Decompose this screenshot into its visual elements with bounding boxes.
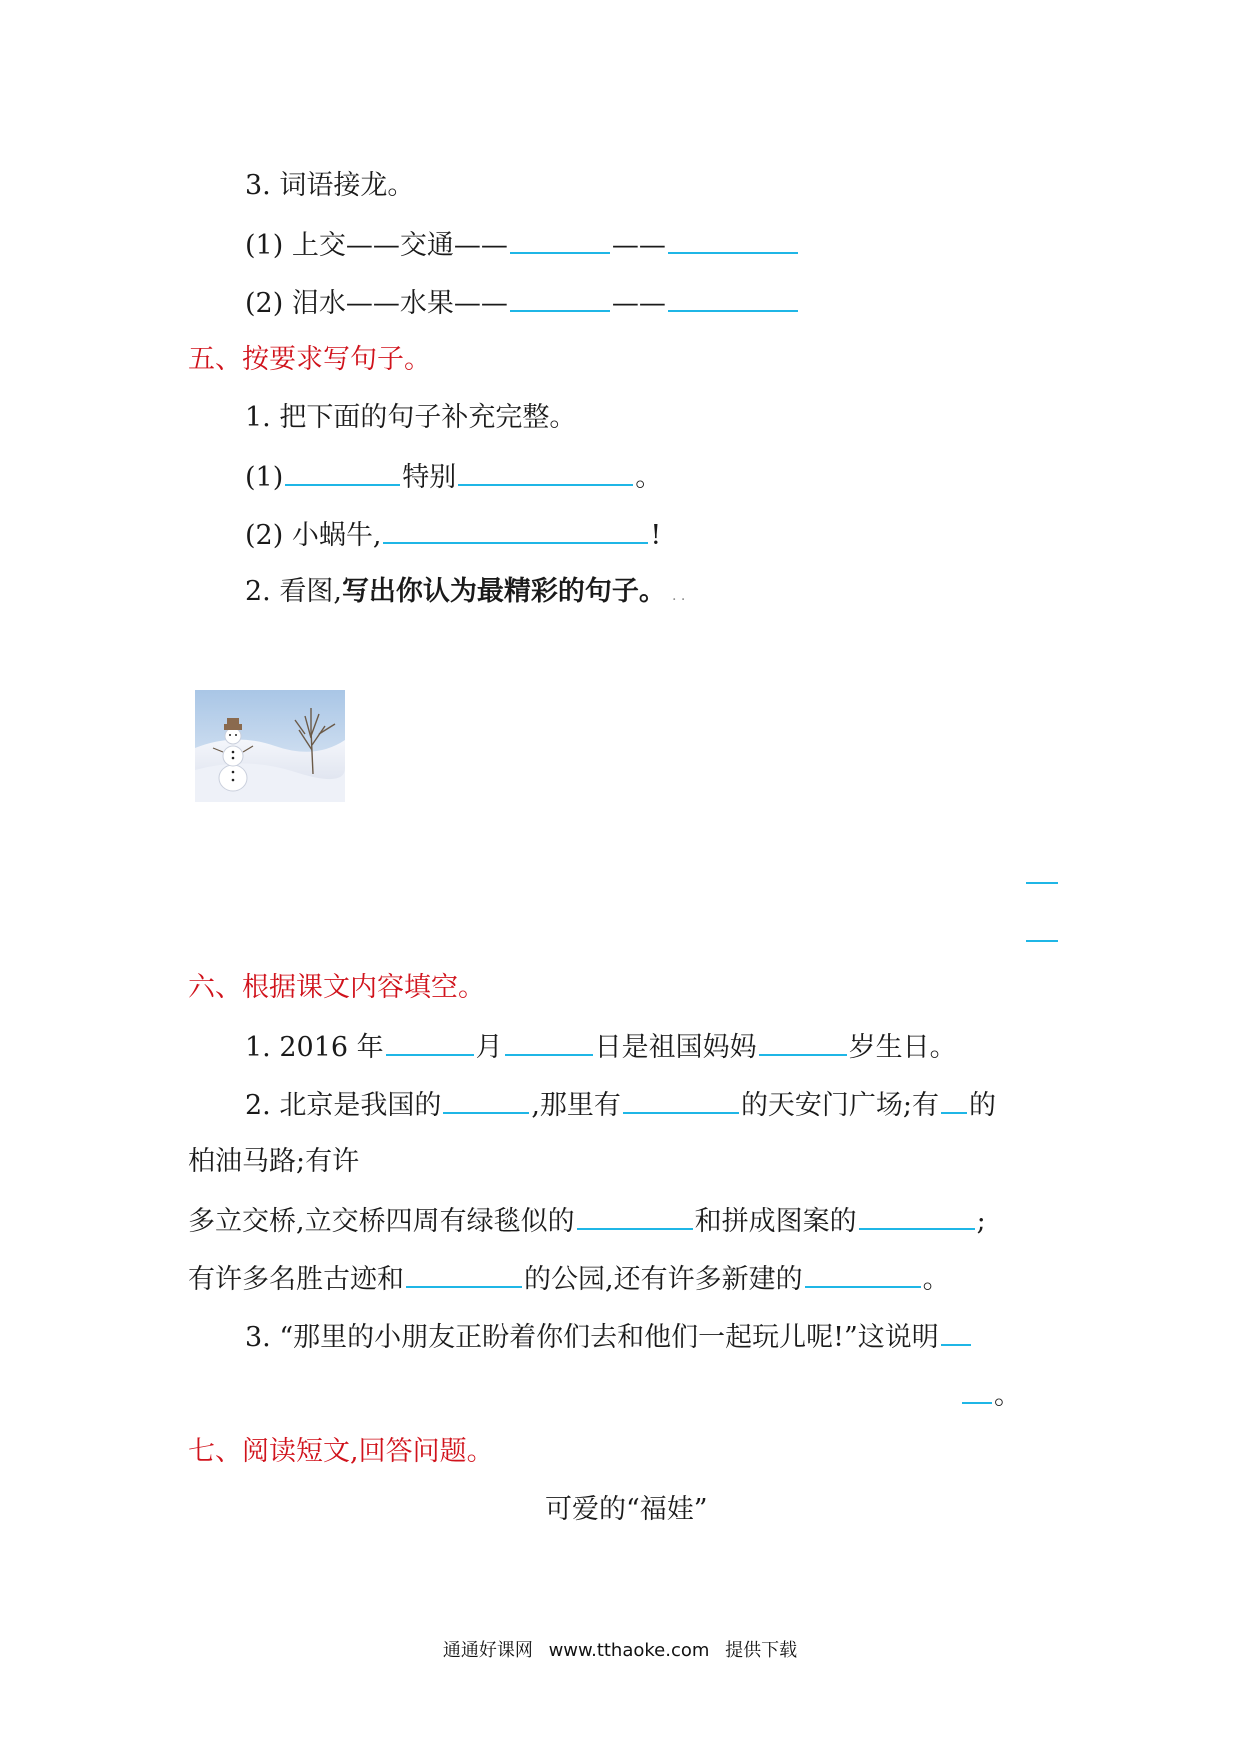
- answer-blank[interactable]: [458, 456, 633, 486]
- dash-text: ——: [611, 288, 666, 319]
- question-text: (2) 小蜗牛,: [245, 520, 382, 551]
- question-4-3-1: [245, 224, 800, 266]
- answer-blank[interactable]: [285, 456, 400, 486]
- answer-blank[interactable]: [1026, 882, 1058, 884]
- question-6-3-end: [960, 1374, 1021, 1416]
- question-4-3: 3. 词语接龙。: [245, 170, 415, 201]
- question-text: 。: [994, 1380, 1021, 1411]
- question-text-bold: 写出你认为最精彩的句子。: [341, 576, 666, 607]
- answer-blank[interactable]: [962, 1374, 992, 1404]
- answer-blank[interactable]: [805, 1258, 921, 1288]
- footer-url[interactable]: www.tthaoke.com: [548, 1640, 710, 1661]
- snowman-picture: [195, 690, 345, 802]
- answer-blank[interactable]: [668, 282, 798, 312]
- answer-blank[interactable]: [1026, 940, 1058, 942]
- answer-blank[interactable]: [443, 1084, 529, 1114]
- question-text: 多立交桥,立交桥四周有绿毯似的: [188, 1206, 575, 1237]
- question-6-3: [245, 1316, 973, 1358]
- page-footer: [0, 1636, 1240, 1662]
- dash-text: ——: [611, 230, 666, 261]
- answer-blank[interactable]: [623, 1084, 739, 1114]
- snowman-scene-image: [195, 690, 345, 802]
- question-6-2: [245, 1084, 996, 1126]
- section-7-heading: 七、阅读短文,回答问题。: [188, 1436, 494, 1467]
- question-6-1: [245, 1026, 957, 1068]
- question-text: 和拼成图案的: [694, 1206, 857, 1237]
- question-text: ;: [976, 1206, 986, 1237]
- answer-blank[interactable]: [383, 514, 648, 544]
- answer-blank[interactable]: [941, 1084, 967, 1114]
- answer-blank[interactable]: [859, 1200, 975, 1230]
- question-text: (1) 上交——交通——: [245, 230, 508, 261]
- dots-mark: . .: [671, 588, 686, 604]
- passage-title: 可爱的“福娃”: [545, 1494, 708, 1525]
- answer-blank[interactable]: [668, 224, 798, 254]
- question-text: 岁生日。: [848, 1032, 957, 1063]
- answer-blank[interactable]: [510, 282, 610, 312]
- question-text: 。: [635, 462, 663, 493]
- question-6-2-line3: [188, 1200, 986, 1242]
- question-text: 有许多名胜古迹和: [188, 1264, 404, 1295]
- answer-blank[interactable]: [941, 1316, 971, 1346]
- answer-blank[interactable]: [406, 1258, 522, 1288]
- section-6-heading: 六、根据课文内容填空。: [188, 972, 485, 1003]
- question-6-2-line4: [188, 1258, 950, 1300]
- question-text: 日是祖国妈妈: [594, 1032, 757, 1063]
- question-text: 3. “那里的小朋友正盼着你们去和他们一起玩儿呢!”这说明: [245, 1322, 939, 1353]
- question-text: 。: [922, 1264, 950, 1295]
- question-text: (1): [245, 462, 284, 493]
- question-text: 2. 北京是我国的: [245, 1090, 442, 1121]
- question-text: (2) 泪水——水果——: [245, 288, 508, 319]
- question-5-2: [245, 572, 685, 616]
- question-5-1-1: [245, 456, 662, 498]
- question-text: 1. 2016 年: [245, 1032, 384, 1063]
- question-text: 的公园,还有许多新建的: [524, 1264, 803, 1295]
- footer-suffix: 提供下载: [725, 1640, 798, 1661]
- answer-blank[interactable]: [510, 224, 610, 254]
- question-text: 月: [475, 1032, 503, 1063]
- question-text: 的: [969, 1090, 997, 1121]
- question-text: ,那里有: [531, 1090, 621, 1121]
- question-text: 2. 看图,: [245, 576, 342, 607]
- question-5-1-2: [245, 514, 661, 556]
- answer-blank[interactable]: [505, 1026, 593, 1056]
- question-text: !: [650, 520, 662, 551]
- answer-blank[interactable]: [386, 1026, 474, 1056]
- question-text: 特别: [402, 462, 457, 493]
- section-5-heading: 五、按要求写句子。: [188, 344, 431, 375]
- question-4-3-2: [245, 282, 800, 324]
- answer-blank[interactable]: [577, 1200, 693, 1230]
- question-6-2-line2: 柏油马路;有许: [188, 1146, 360, 1177]
- answer-blank[interactable]: [759, 1026, 847, 1056]
- question-text: 的天安门广场;有: [740, 1090, 940, 1121]
- footer-site-name: 通通好课网: [442, 1640, 533, 1661]
- question-5-1: 1. 把下面的句子补充完整。: [245, 402, 577, 433]
